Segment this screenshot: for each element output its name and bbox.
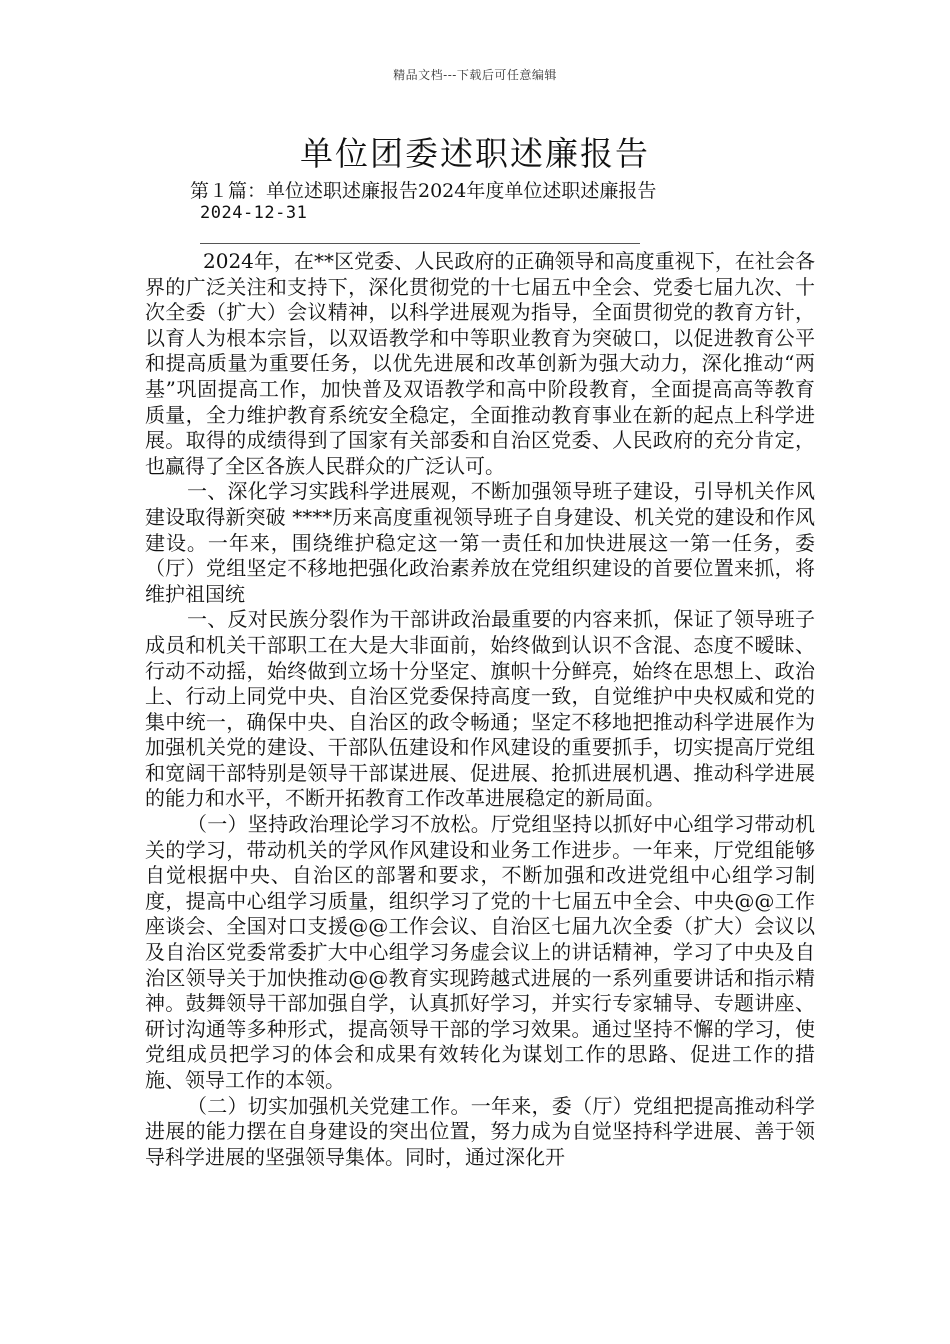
document-subtitle: 第１篇：单位述职述廉报告2024年度单位述职述廉报告: [190, 180, 657, 202]
document-title: 单位团委述职述廉报告: [300, 134, 650, 173]
paragraph: （二）切实加强机关党建工作。一年来，委（厅）党组把提高推动科学进展的能力摆在自身建设的突出位置，努力成为自觉坚持科学进展、善于领导科学进展的坚强领导集体。同时，通过深化开: [145, 1093, 815, 1169]
paragraph: 一、深化学习实践科学进展观，不断加强领导班子建设，引导机关作风建设取得新突破 ****历来高度重视领导班子自身建设、机关党的建设和作风建设。一年来，围绕维护稳定这一第一责任和加快进展这一第一任务，委（厅）党组坚定不移地把强化政治素养放在党组织建设的首要位置来抓，将维护祖国统: [145, 479, 815, 606]
divider-line: [200, 243, 640, 244]
paragraph: 2024年，在**区党委、人民政府的正确领导和高度重视下，在社会各界的广泛关注和支持下，深化贯彻党的十七届五中全会、党委七届九次、十次全委（扩大）会议精神，以科学进展观为指导，全面贯彻党的教育方针，以育人为根本宗旨，以双语教学和中等职业教育为突破口，以促进教育公平和提高质量为重要任务，以优先进展和改革创新为强大动力，深化推动“两基”巩固提高工作，加快普及双语教学和高中阶段教育，全面提高高等教育质量，全力维护教育系统安全稳定，全面推动教育事业在新的起点上科学进展。取得的成绩得到了国家有关部委和自治区党委、人民政府的充分肯定，也赢得了全区各族人民群众的广泛认可。: [145, 249, 815, 478]
header-watermark: 精品文档---下载后可任意编辑: [393, 68, 557, 82]
document-body: [145, 249, 815, 1170]
paragraph: （一）坚持政治理论学习不放松。厅党组坚持以抓好中心组学习带动机关的学习，带动机关的学风作风建设和业务工作进步。一年来，厅党组能够自觉根据中央、自治区的部署和要求，不断加强和改进党组中心组学习制度，提高中心组学习质量，组织学习了党的十七届五中全会、中央@@工作座谈会、全国对口支援@@工作会议、自治区七届九次全委（扩大）会议以及自治区党委常委扩大中心组学习务虚会议上的讲话精神，学习了中央及自治区领导关于加快推动@@教育实现跨越式进展的一系列重要讲话和指示精神。鼓舞领导干部加强自学，认真抓好学习，并实行专家辅导、专题讲座、研讨沟通等多种形式，提高领导干部的学习效果。通过坚持不懈的学习，使党组成员把学习的体会和成果有效转化为谋划工作的思路、促进工作的措施、领导工作的本领。: [145, 812, 815, 1092]
document-date: 2024-12-31: [200, 203, 308, 223]
paragraph: 一、反对民族分裂作为干部讲政治最重要的内容来抓，保证了领导班子成员和机关干部职工在大是大非面前，始终做到认识不含混、态度不暧昧、行动不动摇，始终做到立场十分坚定、旗帜十分鲜亮，始终在思想上、政治上、行动上同党中央、自治区党委保持高度一致，自觉维护中央权威和党的集中统一，确保中央、自治区的政令畅通；坚定不移地把推动科学进展作为加强机关党的建设、干部队伍建设和作风建设的重要抓手，切实提高厅党组和宽阔干部特别是领导干部谋进展、促进展、抢抓进展机遇、推动科学进展的能力和水平，不断开拓教育工作改革进展稳定的新局面。: [145, 607, 815, 811]
